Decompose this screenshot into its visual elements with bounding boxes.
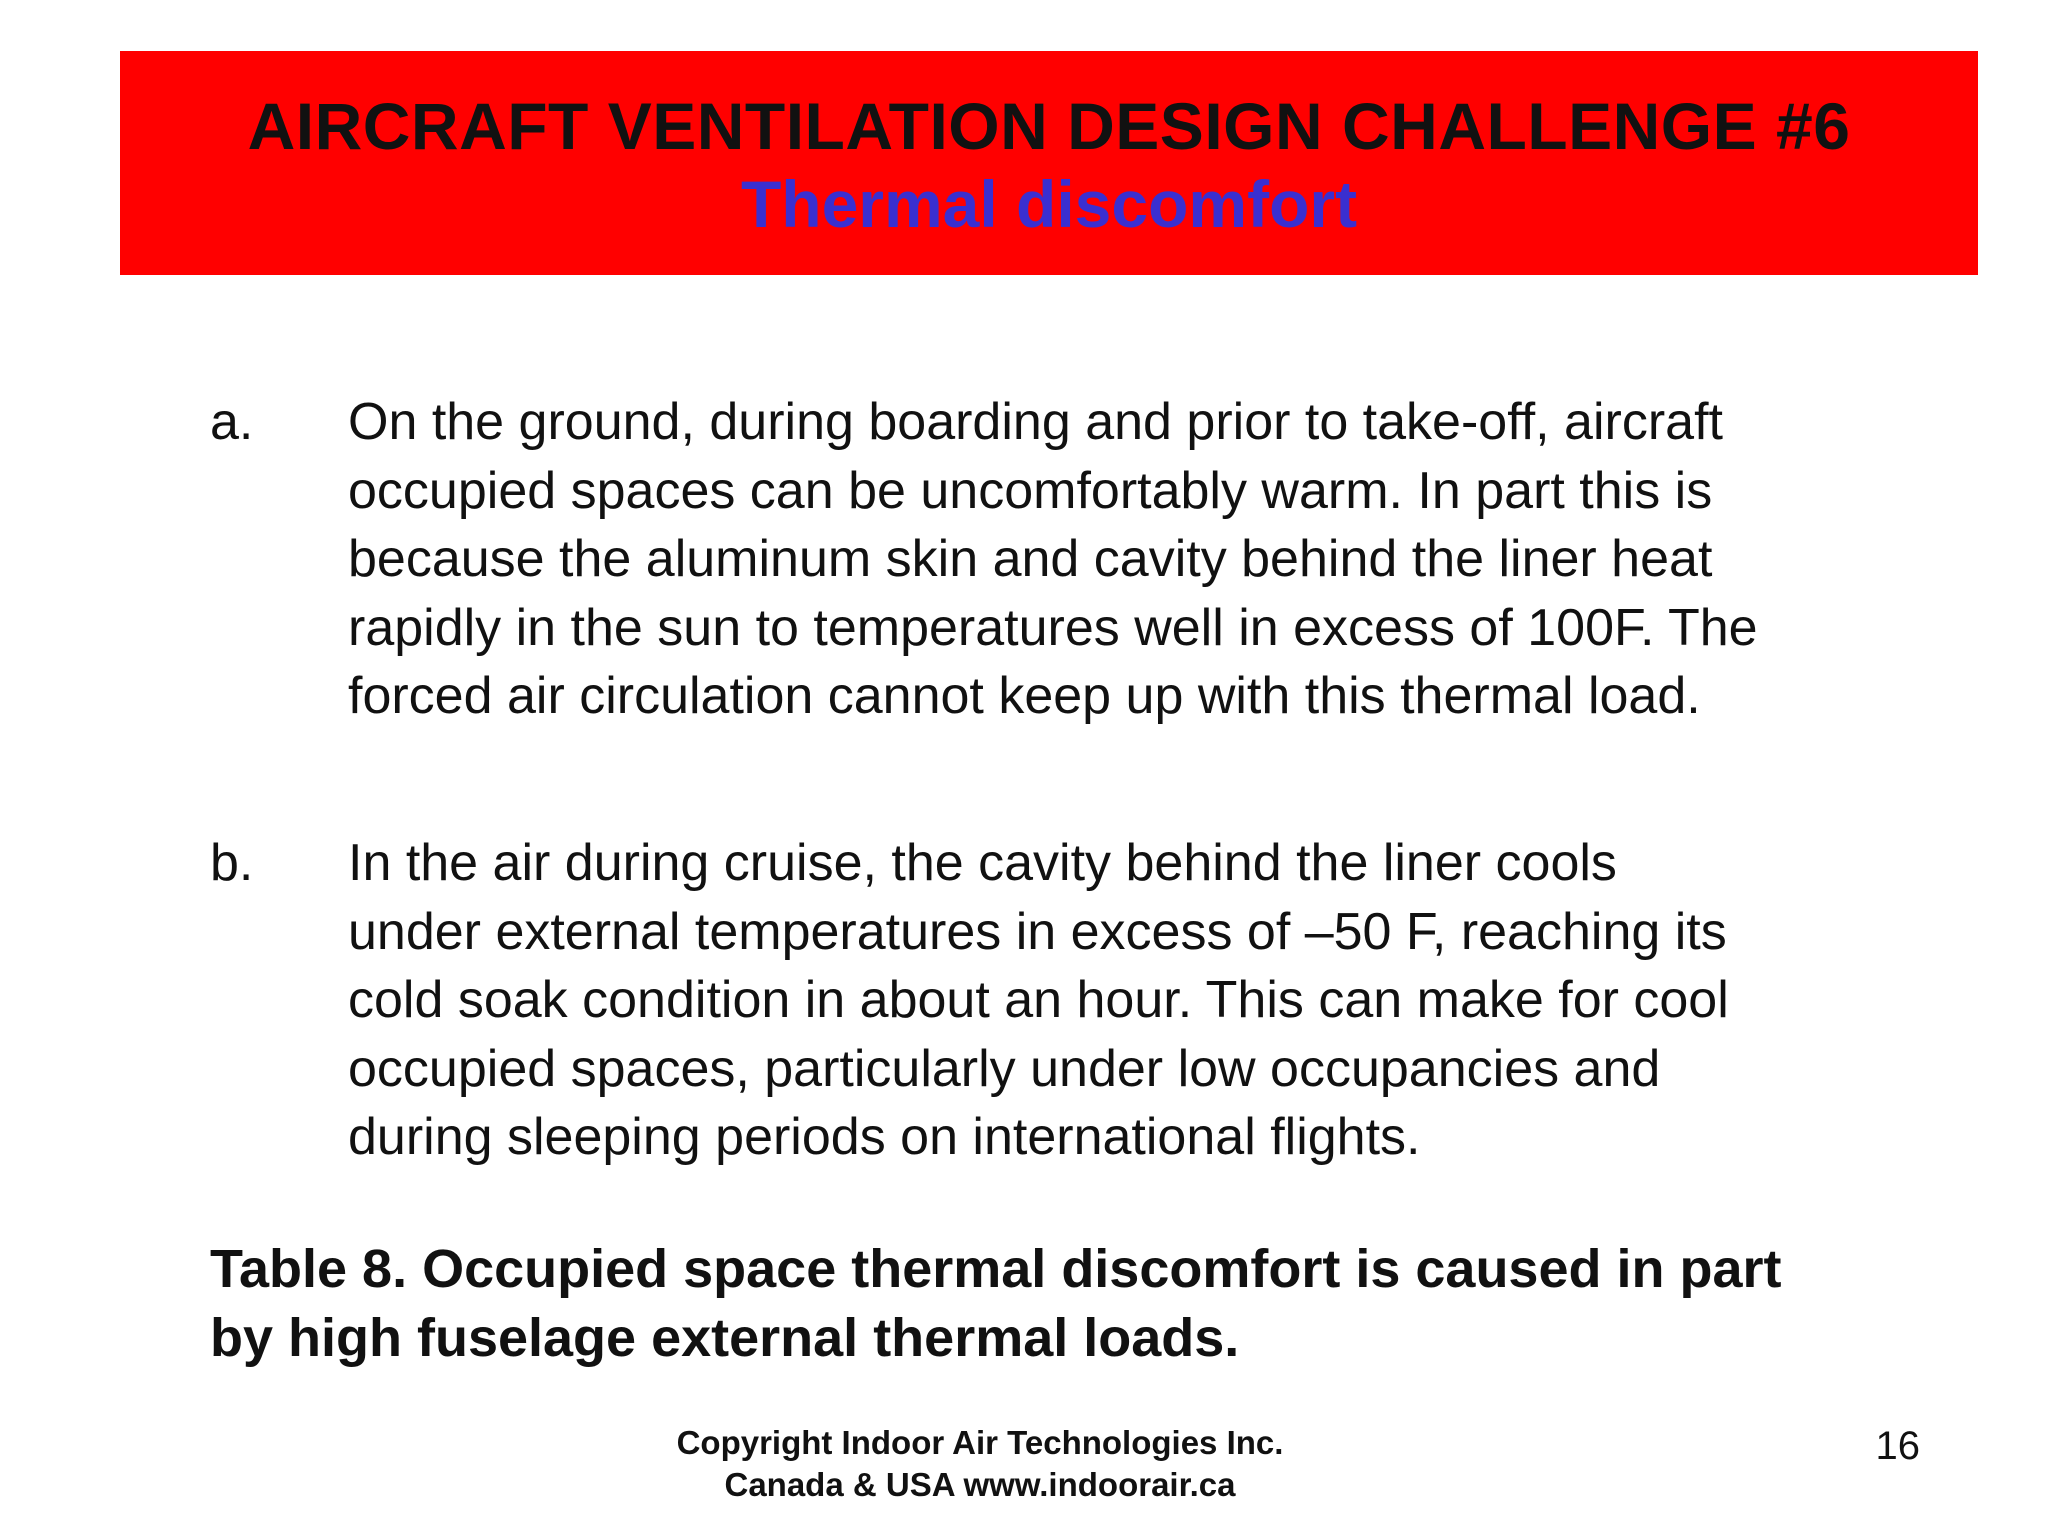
- copyright-text: Copyright Indoor Air Technologies Inc.: [676, 1424, 1284, 1461]
- location-website-text: Canada & USA www.indoorair.ca: [724, 1466, 1236, 1503]
- text-line: cold soak condition in about an hour. This can make for cool: [348, 971, 1729, 1029]
- table-caption: [210, 1235, 1930, 1373]
- text-line: occupied spaces, particularly under low occupancies and: [348, 1039, 1661, 1098]
- text-line: because the aluminum skin and cavity behind the liner heat: [348, 530, 1713, 588]
- footer-copyright: [640, 1422, 1320, 1506]
- list-item-text: [348, 388, 1908, 731]
- list-marker: a.: [210, 393, 254, 451]
- caption-line: Table 8. Occupied space thermal discomfort is caused in part: [210, 1239, 1782, 1299]
- text-line: On the ground, during boarding and prior to take-off, aircraft: [348, 393, 1723, 451]
- text-line: under external temperatures in excess of –50 F, reaching its: [348, 902, 1727, 961]
- slide-subtitle: Thermal discomfort: [740, 167, 1358, 241]
- text-line: forced air circulation cannot keep up with this thermal load.: [348, 667, 1701, 725]
- slide-title: AIRCRAFT VENTILATION DESIGN CHALLENGE #6: [247, 89, 1851, 163]
- list-marker: b.: [210, 834, 254, 892]
- page-number: 16: [1875, 1424, 1920, 1468]
- text-line: occupied spaces can be uncomfortably warm. In part this is: [348, 461, 1713, 520]
- caption-line: by high fuselage external thermal loads.: [210, 1308, 1240, 1368]
- list-item-text: [348, 829, 1908, 1172]
- text-line: during sleeping periods on international flights.: [348, 1108, 1421, 1166]
- text-line: In the air during cruise, the cavity behind the liner cools: [348, 834, 1617, 892]
- title-banner: [120, 51, 1978, 275]
- text-line: rapidly in the sun to temperatures well in excess of 100F. The: [348, 598, 1758, 657]
